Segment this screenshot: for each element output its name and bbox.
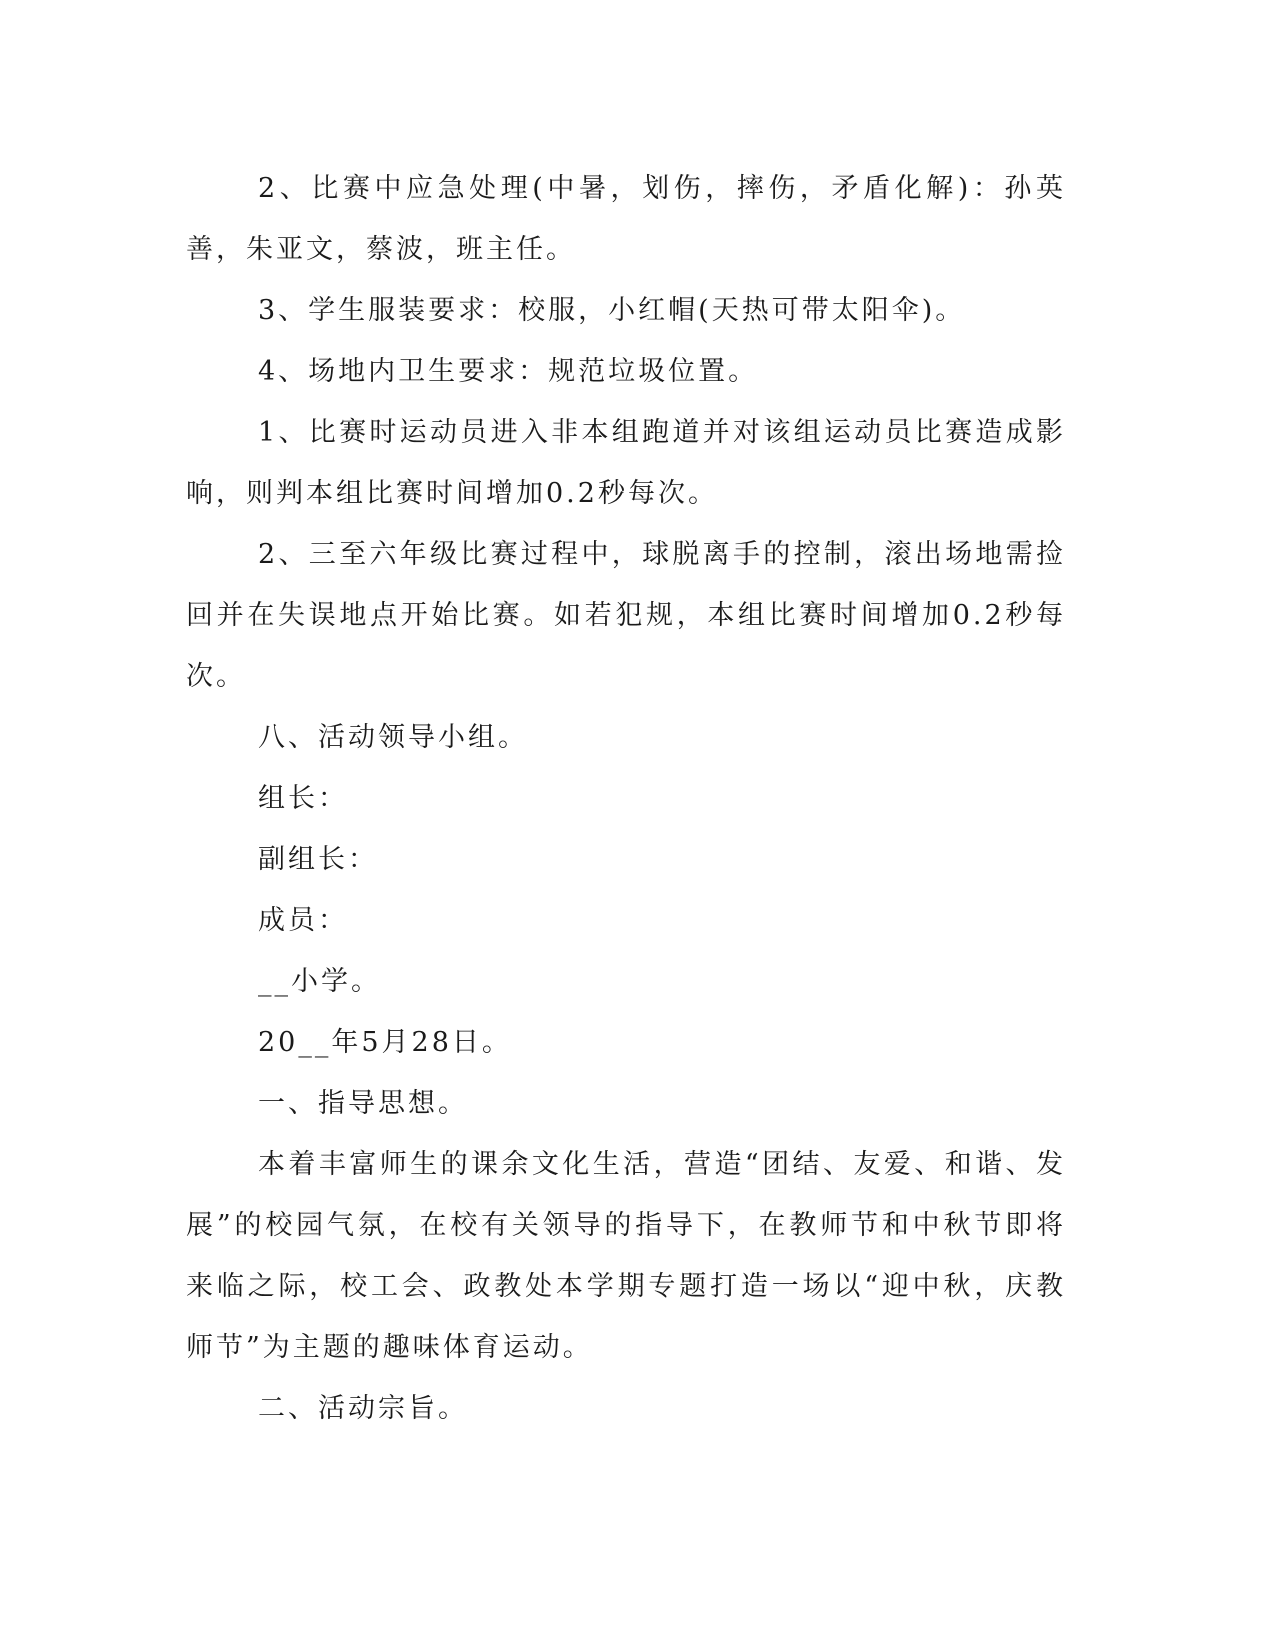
section-heading-purpose: 二、活动宗旨。: [258, 1393, 468, 1424]
paragraph-rule-lane: 1、比赛时运动员进入非本组跑道并对该组运动员比赛造成影响，则判本组比赛时间增加0.2秒每次。: [186, 417, 1066, 509]
field-members: 成员：: [258, 905, 348, 936]
section-heading-leadership: 八、活动领导小组。: [258, 722, 528, 753]
school-name: __小学。: [258, 966, 381, 997]
paragraph-hygiene-requirement: 4、场地内卫生要求：规范垃圾位置。: [258, 356, 759, 387]
paragraph-rule-ball: 2、三至六年级比赛过程中，球脱离手的控制，滚出场地需捡回并在失误地点开始比赛。如若犯规，本组比赛时间增加0.2秒每次。: [186, 539, 1066, 692]
field-deputy-leader: 副组长：: [258, 844, 378, 875]
paragraph-dress-requirement: 3、学生服装要求：校服，小红帽(天热可带太阳伞)。: [258, 295, 966, 326]
section-heading-guiding-ideology: 一、指导思想。: [258, 1088, 468, 1119]
document-body: [186, 158, 1066, 1439]
field-group-leader: 组长：: [258, 783, 348, 814]
paragraph-emergency-handling: 2、比赛中应急处理(中暑，划伤，摔伤，矛盾化解)：孙英善，朱亚文，蔡波，班主任。: [186, 173, 1066, 265]
paragraph-guiding-ideology: 本着丰富师生的课余文化生活，营造“团结、友爱、和谐、发展”的校园气氛，在校有关领导的指导下，在教师节和中秋节即将来临之际，校工会、政教处本学期专题打造一场以“迎中秋，庆教师节”为主题的趣味体育运动。: [186, 1149, 1066, 1363]
document-date: 20__年5月28日。: [258, 1027, 512, 1058]
